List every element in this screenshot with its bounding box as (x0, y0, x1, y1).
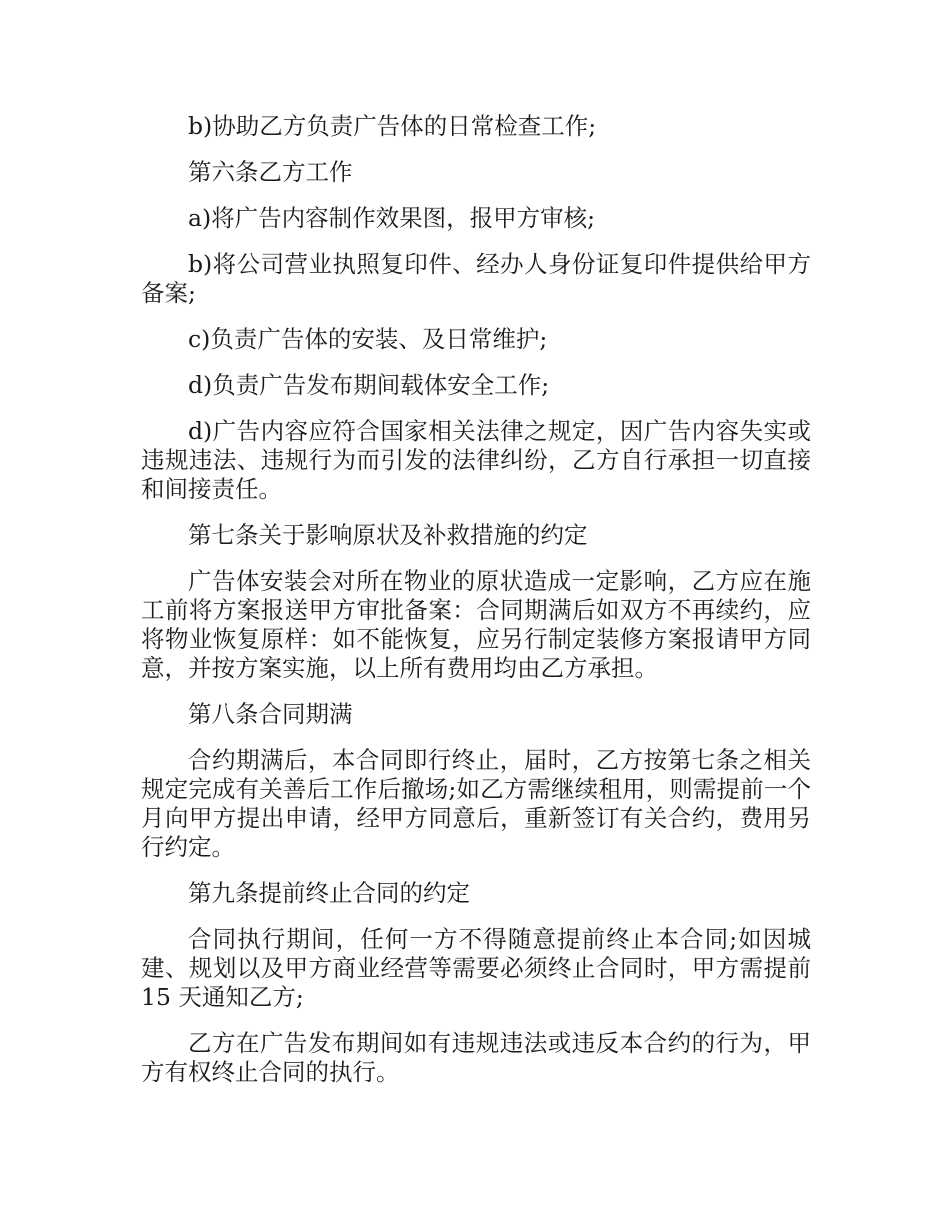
paragraph-violation-termination: 乙方在广告发布期间如有违规违法或违反本合约的行为，甲方有权终止合同的执行。 (141, 1029, 811, 1086)
paragraph-early-termination: 合同执行期间，任何一方不得随意提前终止本合同;如因城建、规划以及甲方商业经营等需要必须终止合同时，甲方需提前 15 天通知乙方; (141, 925, 811, 1011)
heading-article-9: 第九条提前终止合同的约定 (188, 879, 470, 907)
paragraph-legal-liability: d)广告内容应符合国家相关法律之规定，因广告内容失实或违规违法、违规行为而引发的法律纠纷，乙方自行承担一切直接和间接责任。 (141, 417, 811, 503)
paragraph-party-a-inspection: b)协助乙方负责广告体的日常检查工作; (188, 112, 597, 140)
paragraph-ad-mockup: a)将广告内容制作效果图，报甲方审核; (188, 204, 596, 232)
heading-article-6: 第六条乙方工作 (188, 158, 353, 186)
paragraph-license-copies: b)将公司营业执照复印件、经办人身份证复印件提供给甲方备案; (141, 250, 811, 307)
heading-article-7: 第七条关于影响原状及补救措施的约定 (188, 521, 588, 549)
paragraph-expiry: 合约期满后，本合同即行终止，届时，乙方按第七条之相关规定完成有关善后工作后撤场;如乙方需继续租用，则需提前一个月向甲方提出申请，经甲方同意后，重新签订有关合约，费用另行约定。 (141, 746, 811, 861)
heading-article-8: 第八条合同期满 (188, 700, 353, 728)
document-body (141, 112, 811, 1104)
paragraph-restoration: 广告体安装会对所在物业的原状造成一定影响，乙方应在施工前将方案报送甲方审批备案：合同期满后如双方不再续约，应将物业恢复原样：如不能恢复，应另行制定装修方案报请甲方同意，并按方案实施，以上所有费用均由乙方承担。 (141, 567, 811, 682)
paragraph-installation: c)负责广告体的安装、及日常维护; (188, 325, 548, 353)
paragraph-safety: d)负责广告发布期间载体安全工作; (188, 371, 550, 399)
